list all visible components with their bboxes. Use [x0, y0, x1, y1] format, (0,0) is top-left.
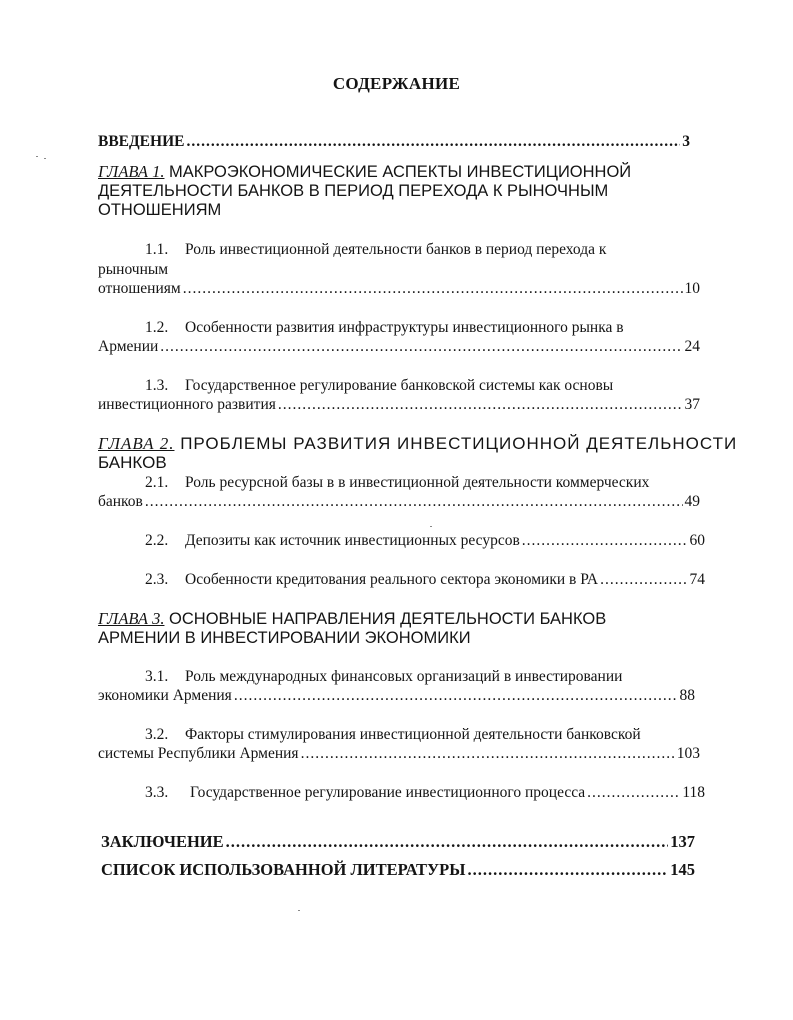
toc-page-number: 37 [684, 396, 700, 413]
section-title-line: Факторы стимулирования инвестиционной деятельности банковской [185, 726, 641, 743]
section-title-line: Государственное регулирование банковской системы как основы [185, 377, 614, 394]
scan-speck [36, 156, 38, 157]
page-title: СОДЕРЖАНИЕ [332, 74, 461, 93]
section-title-line: Особенности развития инфраструктуры инвестиционного рынка в [185, 319, 624, 336]
toc-entry-3-3[interactable] [145, 784, 705, 802]
dot-leader [467, 861, 668, 879]
dot-leader [145, 493, 683, 511]
chapter-tag: ГЛАВА 2. [98, 434, 175, 453]
scan-speck [298, 910, 300, 911]
section-2-1-text[interactable] [145, 473, 649, 492]
dot-leader [278, 396, 683, 414]
toc-page-number: 88 [679, 687, 695, 704]
toc-entry-2-2[interactable] [145, 532, 705, 550]
section-number: 2.2. [145, 532, 169, 549]
scan-speck [430, 526, 432, 527]
section-number: 3.1. [145, 668, 169, 685]
section-title-line: рыночным [98, 261, 169, 278]
dot-leader [186, 133, 680, 151]
toc-page-number: 137 [670, 832, 695, 851]
toc-entry-label: СПИСОК ИСПОЛЬЗОВАННОЙ ЛИТЕРАТУРЫ [101, 860, 466, 879]
section-number: 1.1. [145, 241, 169, 258]
section-number: 1.3. [145, 377, 169, 394]
toc-entry-1-2[interactable] [98, 338, 700, 356]
section-1-3-text[interactable] [145, 376, 613, 395]
toc-entry-conclusion[interactable] [101, 833, 695, 851]
dot-leader [600, 571, 687, 589]
section-number: 3.3. [145, 784, 169, 801]
section-number: 2.3. [145, 571, 169, 588]
dot-leader [183, 280, 683, 298]
section-number: 3.2. [145, 726, 169, 743]
toc-page-number: 118 [682, 784, 705, 801]
section-3-1-text[interactable] [145, 667, 622, 686]
toc-entry-2-1[interactable] [98, 493, 700, 511]
toc-entry-label: инвестиционного развития [98, 396, 276, 413]
toc-page-number: 145 [670, 860, 695, 879]
section-title-line: Роль международных финансовых организаций в инвестировании [185, 668, 623, 685]
section-title-line: Роль инвестиционной деятельности банков в период перехода к [185, 241, 607, 258]
toc-page-number: 103 [676, 745, 700, 762]
dot-leader [234, 687, 678, 705]
chapter-title-line: АРМЕНИИ В ИНВЕСТИРОВАНИИ ЭКОНОМИКИ [98, 629, 471, 647]
toc-entry-label: Депозиты как источник инвестиционных ресурсов [185, 532, 520, 549]
chapter-title-line: ПРОБЛЕМЫ РАЗВИТИЯ ИНВЕСТИЦИОННОЙ ДЕЯТЕЛЬНОСТИ [180, 434, 738, 453]
chapter-title-line: ОСНОВНЫЕ НАПРАВЛЕНИЯ ДЕЯТЕЛЬНОСТИ БАНКОВ [169, 610, 607, 628]
toc-entry-intro[interactable] [98, 133, 690, 151]
toc-page-number: 3 [682, 133, 690, 150]
chapter-2-heading[interactable] [98, 434, 737, 472]
toc-entry-3-1[interactable] [98, 687, 695, 705]
chapter-1-heading[interactable] [98, 162, 631, 220]
toc-entry-label: Государственное регулирование инвестиционного процесса [190, 784, 586, 801]
toc-entry-label: банков [98, 493, 143, 510]
scan-speck [44, 158, 46, 159]
toc-entry-1-3[interactable] [98, 396, 700, 414]
toc-entry-label: системы Республики Армения [98, 745, 299, 762]
chapter-title-line: ДЕЯТЕЛЬНОСТИ БАНКОВ В ПЕРИОД ПЕРЕХОДА К РЫНОЧНЫМ [98, 182, 609, 200]
toc-entry-label: отношениям [98, 280, 181, 297]
toc-entry-references[interactable] [101, 861, 695, 879]
section-1-2-text[interactable] [145, 318, 624, 337]
toc-page-number: 10 [684, 280, 700, 297]
dot-leader [301, 745, 675, 763]
chapter-tag: ГЛАВА 3. [98, 609, 165, 628]
toc-entry-3-2[interactable] [98, 745, 700, 763]
toc-entry-label: Армении [98, 338, 159, 355]
chapter-title-line: БАНКОВ [98, 453, 167, 472]
toc-entry-label: ВВЕДЕНИЕ [98, 133, 185, 150]
dot-leader [226, 833, 669, 851]
toc-entry-label: ЗАКЛЮЧЕНИЕ [101, 832, 224, 851]
chapter-tag: ГЛАВА 1. [98, 162, 165, 181]
section-3-2-text[interactable] [145, 725, 641, 744]
dot-leader [587, 784, 680, 802]
toc-entry-1-1[interactable] [98, 280, 700, 298]
toc-entry-label: экономики Армения [98, 687, 232, 704]
toc-page-number: 60 [689, 532, 705, 549]
section-title-line: Роль ресурсной базы в в инвестиционной деятельности коммерческих [185, 474, 650, 491]
toc-page-number: 24 [684, 338, 700, 355]
dot-leader [160, 338, 682, 356]
chapter-title-line: МАКРОЭКОНОМИЧЕСКИЕ АСПЕКТЫ ИНВЕСТИЦИОННОЙ [169, 163, 632, 181]
section-number: 1.2. [145, 319, 169, 336]
chapter-3-heading[interactable] [98, 609, 606, 648]
toc-entry-2-3[interactable] [145, 571, 705, 589]
dot-leader [522, 532, 688, 550]
toc-page-number: 49 [684, 493, 700, 510]
chapter-title-line: ОТНОШЕНИЯМ [98, 201, 222, 219]
section-1-1-text[interactable] [145, 240, 606, 259]
toc-entry-label: Особенности кредитования реального сектора экономики в РА [185, 571, 599, 588]
toc-page-number: 74 [689, 571, 705, 588]
section-number: 2.1. [145, 474, 169, 491]
